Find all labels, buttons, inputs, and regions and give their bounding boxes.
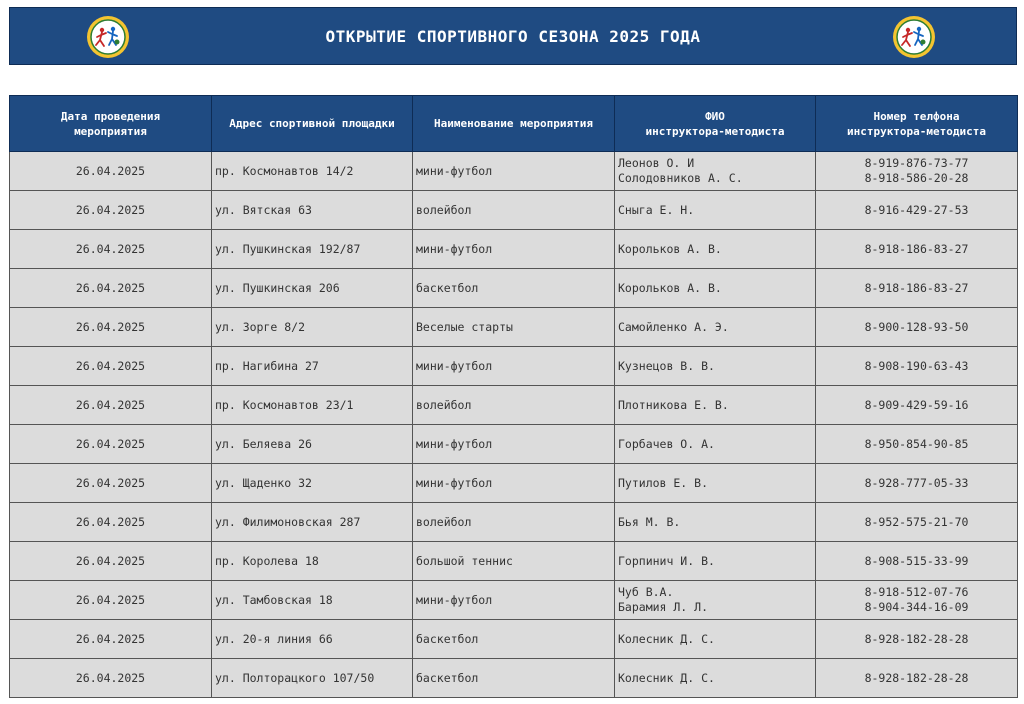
instructor-phone-cell-line: 8-909-429-59-16 — [864, 397, 969, 412]
instructor-phone-cell-line: 8-918-512-07-76 — [864, 585, 969, 599]
event-name-cell: мини-футбол — [413, 464, 615, 503]
column-header-instructor — [615, 96, 816, 152]
address-cell: ул. Полторацкого 107/50 — [212, 659, 413, 698]
instructor-name-cell — [615, 581, 816, 620]
event-name-cell: баскетбол — [413, 659, 615, 698]
instructor-phone-cell-line: 8-952-575-21-70 — [864, 514, 969, 529]
instructor-phone-cell-line: 8-916-429-27-53 — [864, 202, 969, 217]
sports-emblem-icon — [86, 15, 130, 59]
instructor-name-cell — [615, 659, 816, 698]
column-header-line: ФИО — [705, 109, 725, 123]
instructor-name-cell-line: Горбачев О. А. — [618, 436, 715, 451]
event-name-cell: волейбол — [413, 191, 615, 230]
instructor-phone-cell — [816, 464, 1018, 503]
table-row — [10, 386, 1018, 425]
address-cell: пр. Нагибина 27 — [212, 347, 413, 386]
instructor-name-cell — [615, 308, 816, 347]
column-header-line: Адрес спортивной площадки — [229, 117, 395, 130]
instructor-name-cell — [615, 230, 816, 269]
column-header-line: инструктора-методиста — [846, 124, 987, 138]
instructor-name-cell-line: Корольков А. В. — [618, 280, 722, 295]
instructor-name-cell-line: Самойленко А. Э. — [618, 319, 729, 334]
column-header-phone — [816, 96, 1018, 152]
event-name-cell: баскетбол — [413, 269, 615, 308]
event-name-cell: большой теннис — [413, 542, 615, 581]
page-title: ОТКРЫТИЕ СПОРТИВНОГО СЕЗОНА 2025 ГОДА — [325, 26, 701, 46]
column-header-date — [10, 96, 212, 152]
address-cell: ул. Пушкинская 206 — [212, 269, 413, 308]
instructor-phone-cell-line: 8-918-186-83-27 — [864, 280, 969, 295]
instructor-phone-cell-line: 8-919-876-73-77 — [864, 156, 969, 170]
instructor-phone-cell — [816, 308, 1018, 347]
event-name-cell: волейбол — [413, 386, 615, 425]
instructor-name-cell-line: Корольков А. В. — [618, 241, 722, 256]
address-cell: ул. Филимоновская 287 — [212, 503, 413, 542]
event-name-cell: мини-футбол — [413, 230, 615, 269]
instructor-phone-cell — [816, 620, 1018, 659]
instructor-name-cell-line: Колесник Д. С. — [618, 631, 715, 646]
table-row — [10, 230, 1018, 269]
event-date-cell: 26.04.2025 — [10, 620, 212, 659]
table-row — [10, 620, 1018, 659]
instructor-name-cell — [615, 503, 816, 542]
column-header-line: Дата проведения — [60, 109, 161, 123]
instructor-phone-cell-line: 8-904-344-16-09 — [864, 600, 969, 614]
instructor-name-cell-line: Горпинич И. В. — [618, 553, 715, 568]
instructor-name-cell-line: Колесник Д. С. — [618, 670, 715, 685]
table-row — [10, 464, 1018, 503]
table-body — [10, 152, 1018, 698]
table-row — [10, 581, 1018, 620]
instructor-phone-cell — [816, 581, 1018, 620]
event-date-cell: 26.04.2025 — [10, 581, 212, 620]
address-cell: пр. Космонавтов 23/1 — [212, 386, 413, 425]
table-header-row — [10, 96, 1018, 152]
table-row — [10, 152, 1018, 191]
table-row — [10, 503, 1018, 542]
instructor-name-cell-line: Путилов Е. В. — [618, 475, 709, 490]
event-date-cell: 26.04.2025 — [10, 503, 212, 542]
instructor-phone-cell-line: 8-950-854-90-85 — [864, 436, 969, 451]
instructor-phone-cell — [816, 386, 1018, 425]
instructor-name-cell-line: Сныга Е. Н. — [618, 202, 695, 217]
instructor-phone-cell — [816, 542, 1018, 581]
instructor-phone-cell — [816, 659, 1018, 698]
address-cell: ул. Вятская 63 — [212, 191, 413, 230]
table-row — [10, 425, 1018, 464]
instructor-phone-cell — [816, 503, 1018, 542]
instructor-phone-cell-line: 8-908-515-33-99 — [864, 553, 969, 568]
event-date-cell: 26.04.2025 — [10, 347, 212, 386]
event-date-cell: 26.04.2025 — [10, 308, 212, 347]
events-table — [9, 95, 1018, 698]
table-row — [10, 308, 1018, 347]
event-date-cell: 26.04.2025 — [10, 269, 212, 308]
address-cell: ул. Пушкинская 192/87 — [212, 230, 413, 269]
event-date-cell: 26.04.2025 — [10, 542, 212, 581]
instructor-name-cell-line: Чуб В.А. — [618, 585, 674, 599]
address-cell: ул. Беляева 26 — [212, 425, 413, 464]
event-date-cell: 26.04.2025 — [10, 464, 212, 503]
event-date-cell: 26.04.2025 — [10, 386, 212, 425]
event-name-cell: мини-футбол — [413, 425, 615, 464]
instructor-phone-cell-line: 8-928-777-05-33 — [864, 475, 969, 490]
instructor-name-cell-line: Кузнецов В. В. — [618, 358, 715, 373]
instructor-name-cell — [615, 269, 816, 308]
instructor-name-cell — [615, 464, 816, 503]
address-cell: пр. Королева 18 — [212, 542, 413, 581]
instructor-phone-cell — [816, 269, 1018, 308]
event-date-cell: 26.04.2025 — [10, 191, 212, 230]
instructor-phone-cell-line: 8-918-186-83-27 — [864, 241, 969, 256]
address-cell: пр. Космонавтов 14/2 — [212, 152, 413, 191]
column-header-line: Наименование мероприятия — [434, 117, 593, 130]
instructor-phone-cell-line: 8-918-586-20-28 — [864, 171, 969, 185]
instructor-phone-cell-line: 8-928-182-28-28 — [864, 631, 969, 646]
table-row — [10, 659, 1018, 698]
column-header-line: мероприятия — [74, 124, 147, 138]
column-header-address — [212, 96, 413, 152]
instructor-phone-cell — [816, 152, 1018, 191]
instructor-name-cell — [615, 425, 816, 464]
instructor-name-cell-line: Леонов О. И — [618, 156, 695, 170]
table-row — [10, 269, 1018, 308]
instructor-phone-cell-line: 8-908-190-63-43 — [864, 358, 969, 373]
event-date-cell: 26.04.2025 — [10, 659, 212, 698]
instructor-phone-cell — [816, 347, 1018, 386]
address-cell: ул. Зорге 8/2 — [212, 308, 413, 347]
instructor-phone-cell — [816, 230, 1018, 269]
instructor-name-cell — [615, 152, 816, 191]
event-date-cell: 26.04.2025 — [10, 152, 212, 191]
event-name-cell: мини-футбол — [413, 347, 615, 386]
instructor-phone-cell — [816, 191, 1018, 230]
instructor-phone-cell-line: 8-928-182-28-28 — [864, 670, 969, 685]
instructor-name-cell-line: Плотникова Е. В. — [618, 397, 729, 412]
table-row — [10, 347, 1018, 386]
address-cell: ул. Щаденко 32 — [212, 464, 413, 503]
column-header-event — [413, 96, 615, 152]
sports-emblem-icon — [892, 15, 936, 59]
title-banner — [9, 7, 1017, 65]
event-name-cell: мини-футбол — [413, 581, 615, 620]
instructor-name-cell — [615, 386, 816, 425]
instructor-name-cell — [615, 620, 816, 659]
column-header-line: Номер телфона — [873, 109, 960, 123]
address-cell: ул. Тамбовская 18 — [212, 581, 413, 620]
event-name-cell: мини-футбол — [413, 152, 615, 191]
event-name-cell: баскетбол — [413, 620, 615, 659]
instructor-name-cell — [615, 347, 816, 386]
instructor-name-cell-line: Барамия Л. Л. — [618, 600, 709, 614]
instructor-name-cell-line: Солодовников А. С. — [618, 171, 743, 185]
instructor-phone-cell — [816, 425, 1018, 464]
table-row — [10, 191, 1018, 230]
instructor-name-cell — [615, 191, 816, 230]
address-cell: ул. 20-я линия 66 — [212, 620, 413, 659]
table-row — [10, 542, 1018, 581]
event-name-cell: Веселые старты — [413, 308, 615, 347]
event-date-cell: 26.04.2025 — [10, 230, 212, 269]
column-header-line: инструктора-методиста — [645, 124, 785, 138]
instructor-name-cell-line: Бья М. В. — [618, 514, 681, 529]
event-date-cell: 26.04.2025 — [10, 425, 212, 464]
instructor-phone-cell-line: 8-900-128-93-50 — [864, 319, 969, 334]
event-name-cell: волейбол — [413, 503, 615, 542]
instructor-name-cell — [615, 542, 816, 581]
